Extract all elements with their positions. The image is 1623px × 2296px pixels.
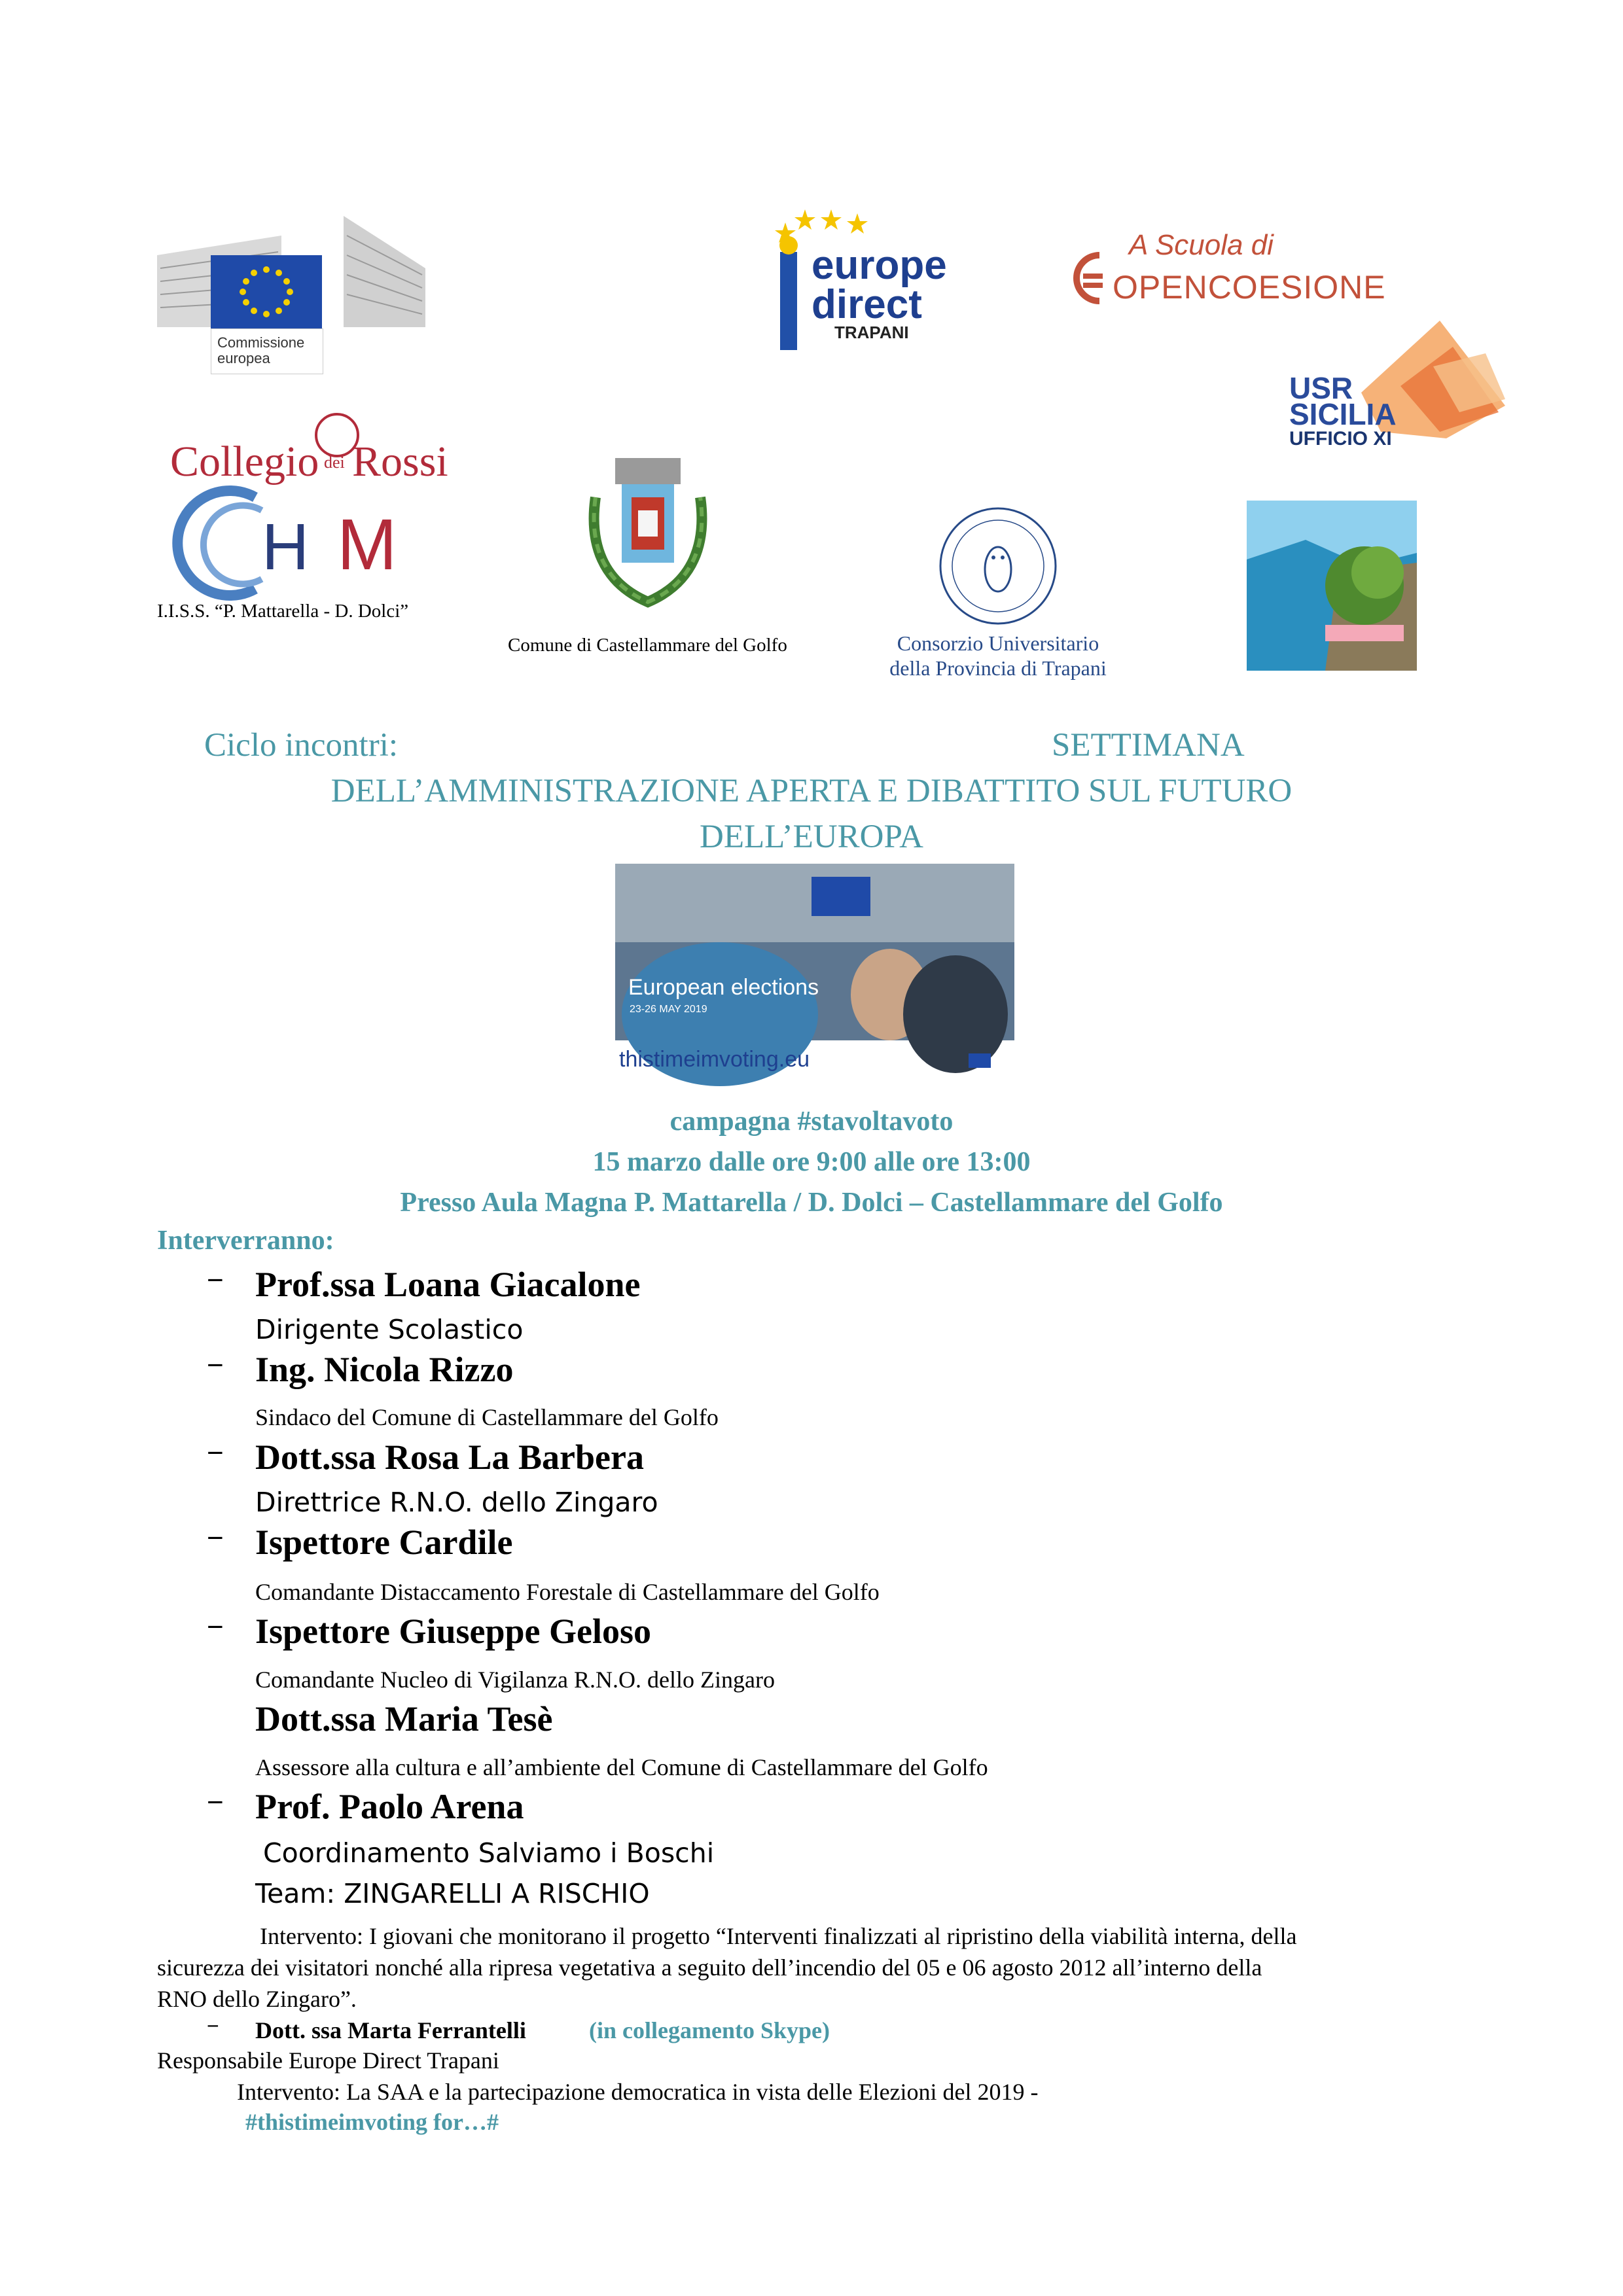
speaker-1-name: Prof.ssa Loana Giacalone — [255, 1265, 641, 1304]
event-time: 15 marzo dalle ore 9:00 alle ore 13:00 — [592, 1147, 1031, 1177]
speaker-5-dash: − — [207, 1611, 224, 1643]
banner-dates: 23-26 MAY 2019 — [630, 1004, 707, 1015]
opencoesione-line2: OPENCOESIONE — [1113, 269, 1386, 306]
coat-of-arms-icon — [576, 445, 720, 615]
speaker-2-role: Sindaco del Comune di Castellammare del Golfo — [255, 1404, 719, 1430]
heading-left: Ciclo incontri: — [204, 727, 399, 764]
speaker-4-role: Comandante Distaccamento Forestale di Castellammare del Golfo — [255, 1579, 880, 1605]
usr-line1: USR — [1289, 371, 1353, 405]
coast-photo-image — [1247, 501, 1417, 671]
speaker-1-dash: − — [207, 1264, 224, 1296]
speaker-6-name: Dott.ssa Maria Tesè — [255, 1699, 553, 1739]
speaker-8-note: (in collegamento Skype) — [589, 2017, 830, 2043]
banner-title: European elections — [628, 975, 819, 1000]
speaker-3-dash: − — [207, 1437, 224, 1469]
comune-caption: Comune di Castellammare del Golfo — [508, 635, 787, 656]
banner-eu-flag-icon — [969, 1053, 991, 1068]
speaker-5-role: Comandante Nucleo di Vigilanza R.N.O. dello Zingaro — [255, 1667, 775, 1693]
speaker-7-name: Prof. Paolo Arena — [255, 1787, 524, 1826]
speaker-4-name: Ispettore Cardile — [255, 1523, 513, 1562]
intervento-1-line2: sicurezza dei visitatori nonché alla ripresa vegetativa a seguito dell’incendio del 05 e 06 agosto 2012 all’interno della — [157, 1954, 1262, 1981]
speaker-3-name: Dott.ssa Rosa La Barbera — [255, 1438, 644, 1477]
europe-direct-word1: europe — [812, 243, 947, 288]
european-elections-banner — [615, 864, 1014, 1086]
heading-line3: DELL’EUROPA — [700, 819, 923, 855]
opencoesione-line1: A Scuola di — [1129, 229, 1274, 261]
european-commission-logo — [157, 209, 425, 373]
speaker-3-role: Direttrice R.N.O. dello Zingaro — [255, 1487, 658, 1518]
comune-coat-of-arms — [576, 445, 720, 615]
collegio-text-b: dei — [324, 453, 345, 472]
consorzio-line2: della Provincia di Trapani — [889, 656, 1107, 680]
speaker-8-name: Dott. ssa Marta Ferrantelli — [255, 2017, 526, 2043]
banner-url: thistimeimvoting.eu — [619, 1047, 810, 1072]
event-place: Presso Aula Magna P. Mattarella / D. Dolci – Castellammare del Golfo — [400, 1188, 1223, 1218]
commission-label-line1: Commissione — [217, 334, 305, 351]
commission-label-line2: europea — [217, 350, 270, 366]
speaker-7-dash: − — [207, 1786, 224, 1818]
eu-flag-icon — [211, 255, 322, 328]
speaker-7-role: Coordinamento Salviamo i Boschi — [263, 1837, 715, 1869]
speaker-5-name: Ispettore Giuseppe Geloso — [255, 1612, 651, 1651]
opencoesione-mark-icon — [1067, 249, 1106, 308]
collegio-text-a: Collegio — [170, 438, 319, 486]
event-campaign: campagna #stavoltavoto — [669, 1106, 954, 1137]
speaker-4-dash: − — [207, 1522, 224, 1554]
svg-text:M: M — [337, 504, 397, 585]
heading-line2: DELL’AMMINISTRAZIONE APERTA E DIBATTITO SUL FUTURO — [330, 773, 1293, 809]
usr-sicilia-logo — [1289, 308, 1525, 458]
consorzio-universitario-logo — [870, 504, 1126, 680]
heading-right: SETTIMANA — [1052, 727, 1245, 764]
collegio-rossi-mark-icon — [164, 406, 452, 602]
school-caption: I.I.S.S. “P. Mattarella - D. Dolci” — [157, 601, 409, 622]
zingaro-coast-photo — [1247, 501, 1417, 671]
speaker-8-hashtag: #thistimeimvoting for…# — [245, 2109, 499, 2135]
collegio-rossi-logo — [164, 406, 452, 602]
speaker-8-intervento: Intervento: La SAA e la partecipazione democratica in vista delle Elezioni del 2019 - — [237, 2079, 1039, 2105]
intervento-1-line1: Intervento: I giovani che monitorano il progetto “Interventi finalizzati al ripristino della viabilità interna, della — [260, 1923, 1297, 1949]
speaker-1-role: Dirigente Scolastico — [255, 1314, 524, 1345]
speaker-6-role: Assessore alla cultura e all’ambiente del Comune di Castellammare del Golfo — [255, 1754, 988, 1780]
speaker-8-role: Responsabile Europe Direct Trapani — [157, 2047, 499, 2074]
speakers-label: Interverranno: — [157, 1226, 334, 1256]
usr-line3: UFFICIO XI — [1289, 428, 1392, 450]
opencoesione-logo — [1067, 229, 1386, 314]
europe-direct-city: TRAPANI — [834, 323, 909, 342]
speaker-2-name: Ing. Nicola Rizzo — [255, 1350, 514, 1389]
collegio-text-c: Rossi — [352, 438, 448, 486]
europe-direct-logo — [766, 196, 988, 373]
speaker-2-dash: − — [207, 1349, 224, 1381]
intervento-1-line3: RNO dello Zingaro”. — [157, 1986, 357, 2012]
speaker-8-dash: − — [207, 2014, 219, 2038]
europe-direct-word2: direct — [812, 282, 922, 327]
speaker-7-team: Team: ZINGARELLI A RISCHIO — [255, 1878, 650, 1909]
svg-text:H: H — [262, 510, 310, 584]
usr-line2: SICILIA — [1289, 397, 1397, 431]
consorzio-line1: Consorzio Universitario — [897, 631, 1099, 655]
